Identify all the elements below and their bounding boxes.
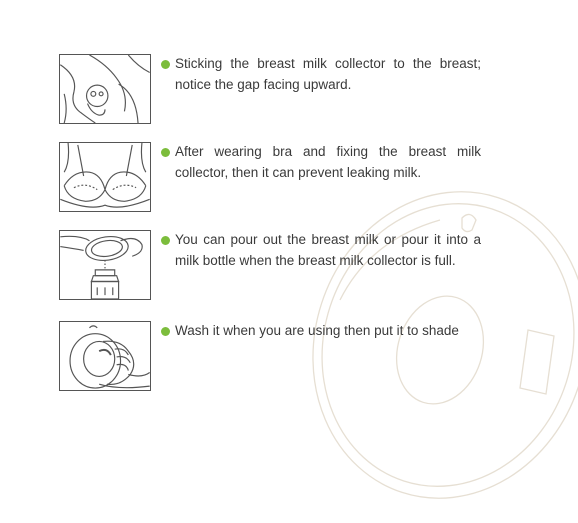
bullet-dot [161, 148, 170, 157]
bullet-dot [161, 327, 170, 336]
bra-wearing-icon [59, 142, 151, 212]
instruction-step-4 [59, 321, 529, 401]
step-1-text: Sticking the breast milk collector to the breast; notice the gap facing upward. [175, 56, 481, 92]
step-3-text: You can pour out the breast milk or pour it into a milk bottle when the breast milk collector is full. [175, 232, 481, 268]
bullet-dot [161, 60, 170, 69]
step-2-text: After wearing bra and fixing the breast milk collector, then it can prevent leaking milk. [175, 144, 481, 180]
bullet-dot [161, 236, 170, 245]
instruction-step-2 [59, 142, 529, 222]
washing-collector-icon [59, 321, 151, 391]
step-4-text: Wash it when you are using then put it to shade [175, 323, 459, 338]
instruction-step-3 [59, 230, 529, 310]
pouring-milk-bottle-icon [59, 230, 151, 300]
breast-collector-placement-icon [59, 54, 151, 124]
instruction-step-1 [59, 54, 529, 134]
